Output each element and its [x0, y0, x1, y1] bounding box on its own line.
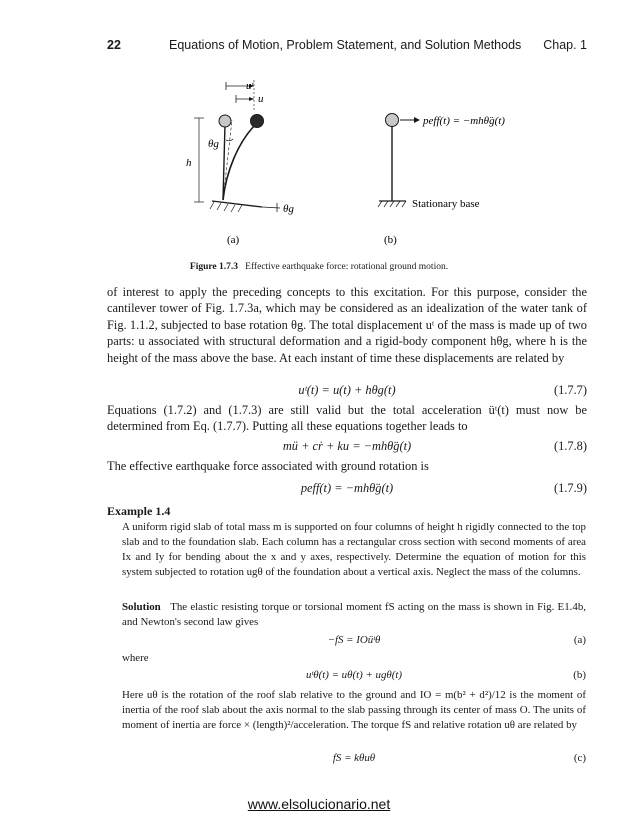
equation-number: (1.7.8)	[553, 439, 587, 453]
equation-formula: −fS = IOüᵗθ	[327, 634, 381, 646]
equation-b	[122, 669, 586, 685]
equation-formula: peff(t) = −mhθ̈g(t)	[300, 481, 394, 495]
body-paragraph-3: The effective earthquake force associated with ground rotation is	[107, 459, 429, 473]
page-number: 22	[107, 38, 121, 52]
figure-part-a	[194, 80, 280, 212]
equation-number: (1.7.9)	[553, 481, 587, 495]
example-paragraph: A uniform rigid slab of total mass m is supported on four columns of height h rigidly connected to the top slab and to the foundation slab. Each column has a rectangular cross section with second moments of area Ix and Iy for bending about the x and y axes, respectively. Determine the equation of motion for this system subjected to rotation ugθ of the foundation about a vertical axis. Neglect the mass of the columns.	[122, 521, 586, 578]
label-theta-g-base: θg	[283, 203, 294, 215]
equation-number: (a)	[573, 634, 586, 646]
solution-paragraph	[122, 600, 586, 630]
equation-number: (1.7.7)	[553, 383, 587, 397]
solution-text: The elastic resisting torque or torsional moment fS acting on the mass is shown in Fig. E1.4b, and Newton's second law gives	[122, 601, 586, 628]
equation-1-7-7	[107, 383, 587, 401]
equation-c	[122, 752, 586, 768]
label-a: (a)	[227, 234, 240, 246]
footer-link[interactable]: www.elsolucionario.net	[247, 796, 391, 812]
example-paragraph-2: Here uθ is the rotation of the roof slab relative to the ground and IO = m(b² + d²)/12 is the moment of inertia of the roof slab about the axis normal to the slab passing through its center of mass O. The units of moment of inertia are force × (length)²/acceleration. The torque fS and relative rotation uθ are related by	[122, 689, 586, 731]
figure-part-b	[378, 114, 420, 208]
figure-caption	[0, 262, 638, 272]
label-h: h	[186, 157, 192, 169]
figure-1-7-3	[0, 0, 638, 280]
equation-formula: mü + cṙ + ku = −mhθ̈g(t)	[282, 439, 412, 453]
figure-caption-text: Effective earthquake force: rotational ground motion.	[245, 262, 449, 272]
figure-number: Figure 1.7.3	[189, 262, 239, 272]
equation-a	[122, 634, 586, 650]
solution-label: Solution	[122, 601, 161, 613]
equation-number: (c)	[573, 752, 586, 764]
body-paragraph-2: Equations (1.7.2) and (1.7.3) are still valid but the total acceleration üᵗ(t) must now be determined from Eq. (1.7.7). Putting all these equations together leads to	[107, 403, 587, 434]
label-u: u	[258, 93, 264, 105]
header-title: Equations of Motion, Problem Statement, and Solution Methods	[169, 38, 522, 52]
label-b: (b)	[384, 234, 397, 246]
label-peff: peff(t) = −mhθ̈g(t)	[423, 115, 505, 127]
chapter-label: Chap. 1	[543, 38, 587, 52]
equation-formula: uᵗθ(t) = uθ(t) + ugθ(t)	[305, 669, 403, 681]
equation-formula: uᵗ(t) = u(t) + hθg(t)	[298, 383, 396, 397]
label-theta-g-top: θg	[208, 138, 219, 150]
where-text: where	[122, 652, 149, 664]
equation-number: (b)	[573, 669, 586, 681]
equation-1-7-8	[107, 439, 587, 457]
body-paragraph-1: of interest to apply the preceding concepts to this excitation. For this purpose, consider the cantilever tower of Fig. 1.7.3a, which may be considered as an idealization of the water tank of Fig. 1.1.2, subjected to base rotation θg. The total displacement uᵗ of the mass is made up of two parts: u associated with structural deformation and a rigid-body component hθg, where h is the height of the mass above the base. At each instant of time these displacements are related by	[107, 285, 587, 365]
label-ut: uᵗ	[246, 80, 254, 92]
equation-1-7-9	[107, 481, 587, 499]
example-title: Example 1.4	[107, 504, 171, 518]
label-stationary-base: Stationary base	[412, 198, 480, 210]
equation-formula: fS = kθuθ	[332, 752, 376, 764]
